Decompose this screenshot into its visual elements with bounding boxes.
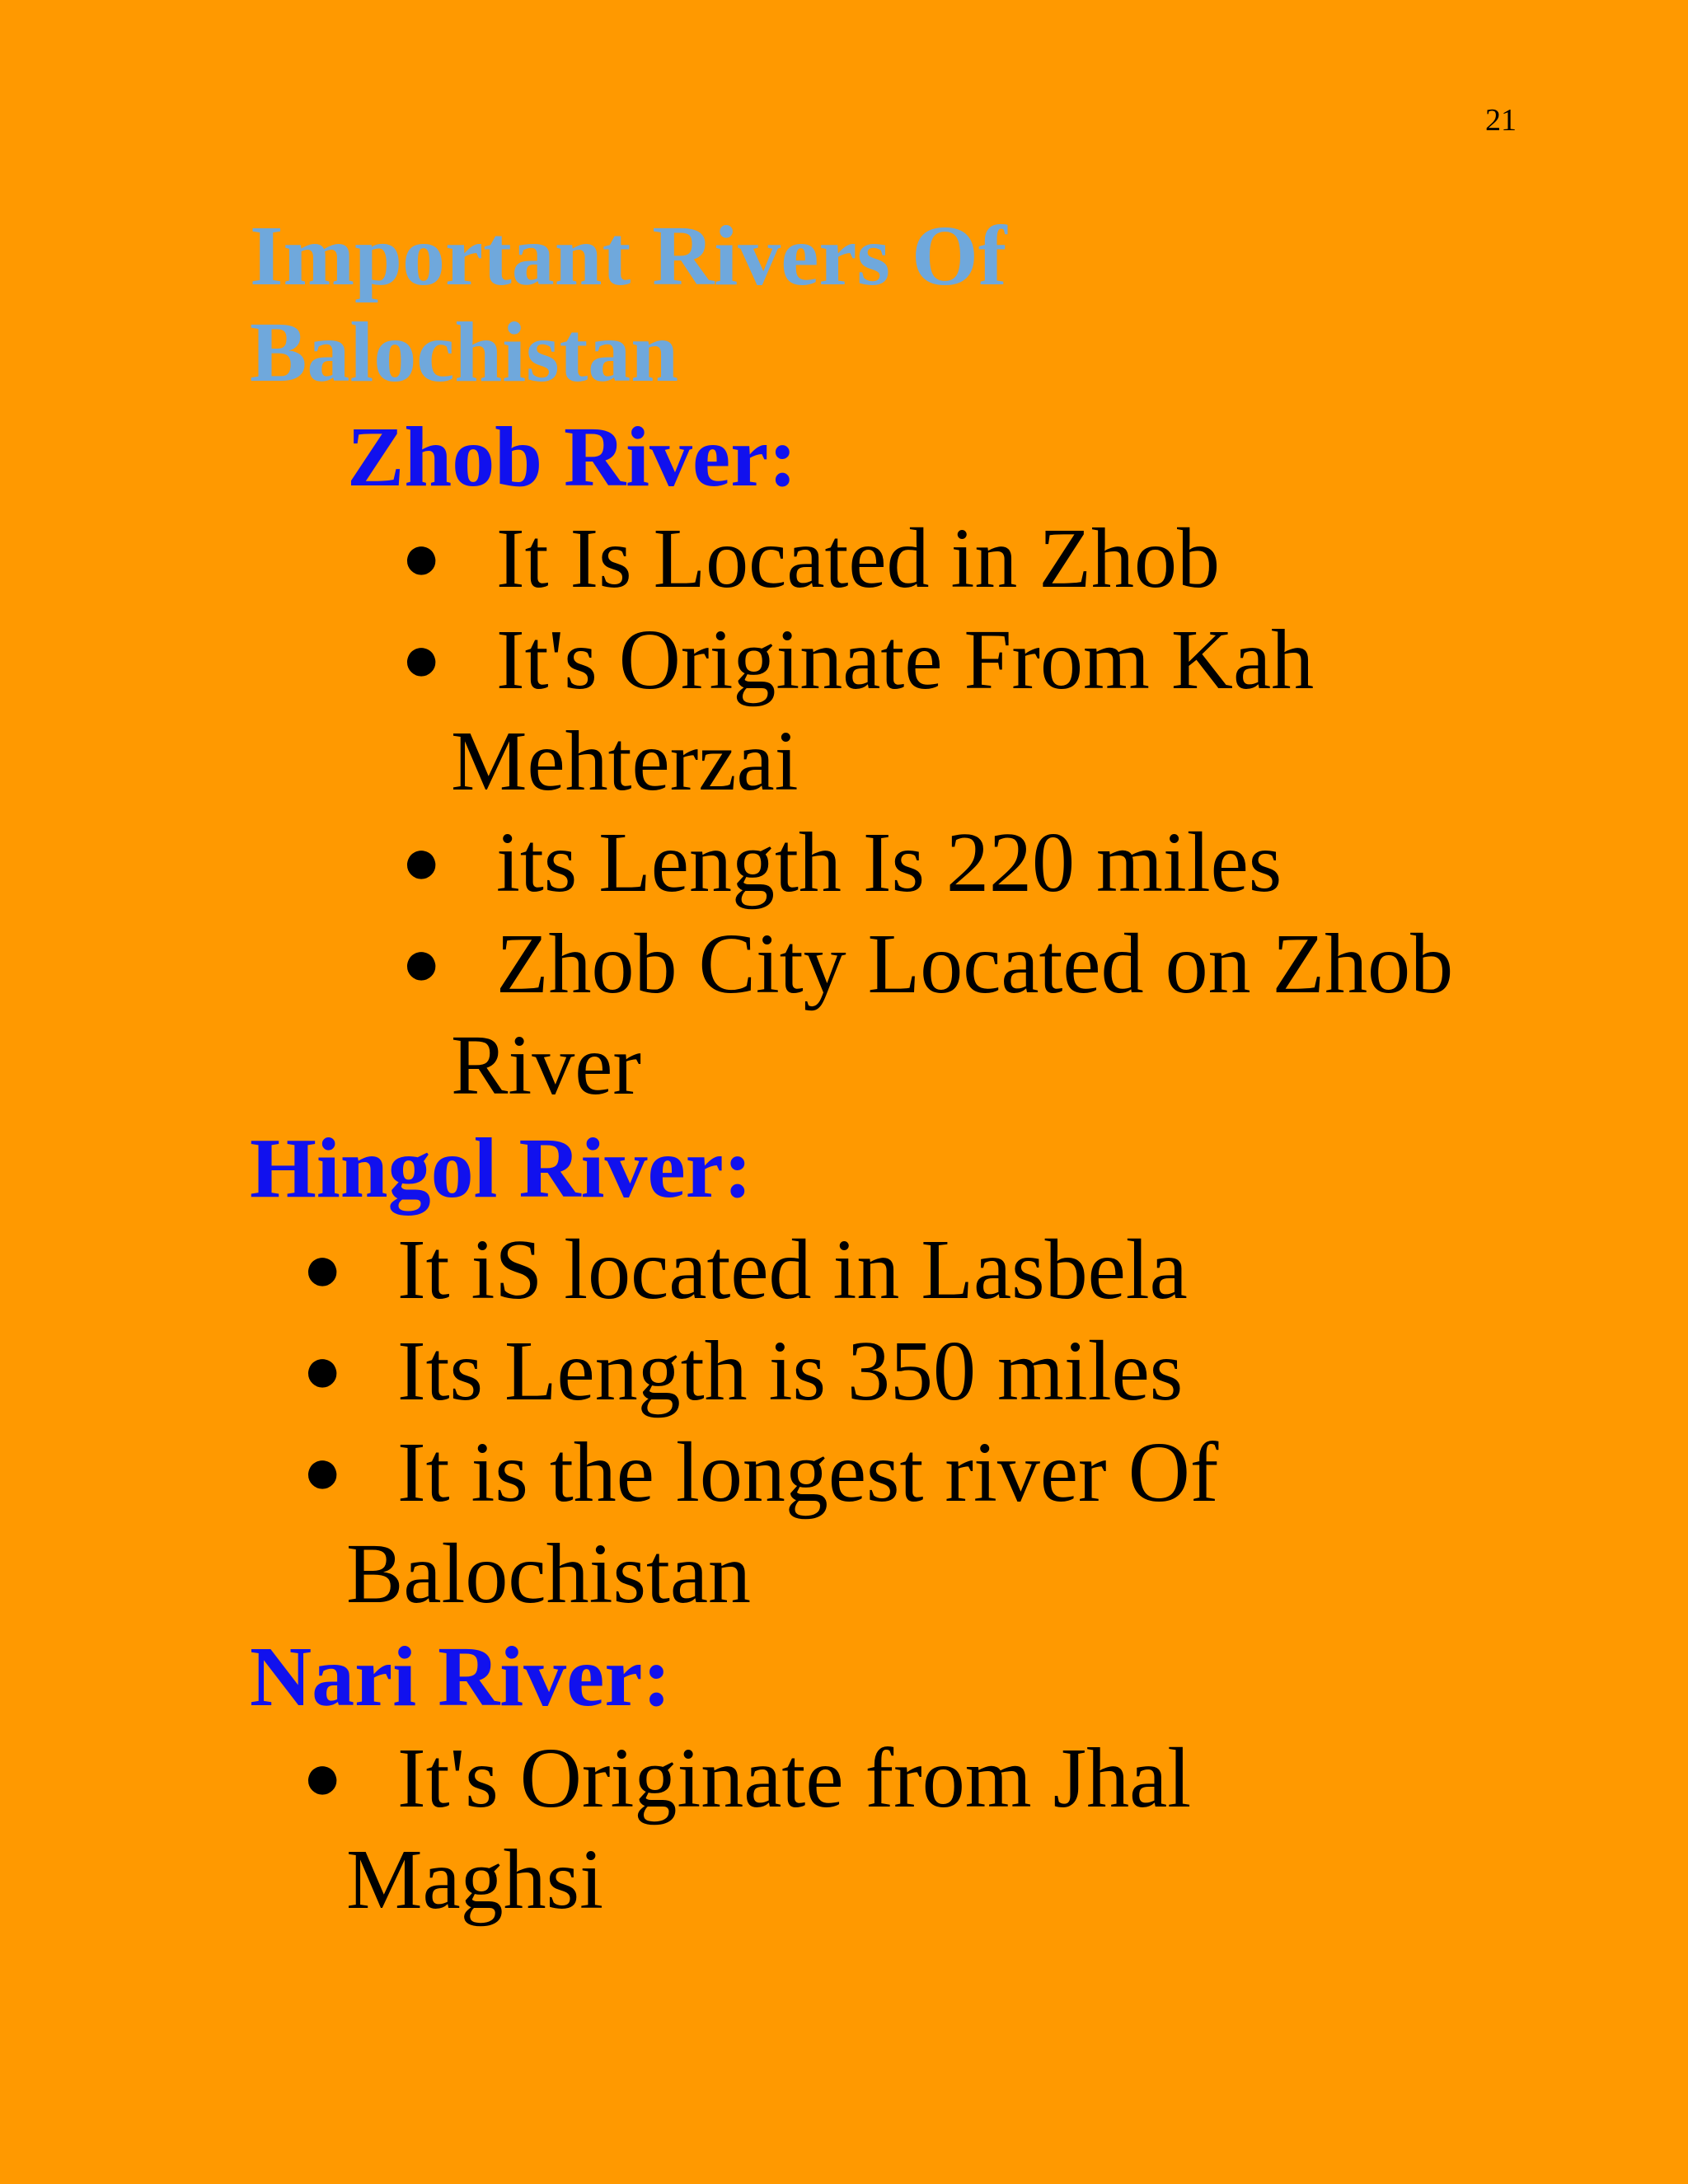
list-item	[302, 1727, 1539, 1930]
list-item-text: It's Originate from Jhal	[397, 1731, 1192, 1825]
bullet-icon: ●	[401, 522, 442, 594]
bullet-icon: ●	[302, 1233, 343, 1305]
page-title	[250, 208, 1486, 401]
zhob-river-list	[401, 508, 1638, 1116]
list-item-text-continuation: Maghsi	[346, 1832, 603, 1927]
bullet-icon: ●	[401, 927, 442, 1000]
list-item-text-continuation: River	[451, 1018, 642, 1113]
list-item	[401, 508, 1638, 609]
page-title-line-2: Balochistan	[250, 305, 679, 400]
list-item-text: It is the longest river Of	[397, 1425, 1219, 1520]
bullet-icon: ●	[401, 826, 442, 898]
section-heading-nari-river: Nari River:	[250, 1629, 672, 1724]
list-item-text: It's Originate From Kah	[496, 612, 1315, 707]
list-item-text: It Is Located in Zhob	[496, 511, 1220, 606]
bullet-icon: ●	[302, 1334, 343, 1407]
page-title-line-1: Important Rivers Of	[250, 209, 1007, 303]
list-item-text-continuation: Balochistan	[346, 1526, 752, 1621]
bullet-icon: ●	[302, 1436, 343, 1508]
section-heading-zhob-river: Zhob River:	[347, 410, 797, 504]
list-item-text: Its Length is 350 miles	[397, 1324, 1184, 1418]
list-item-text: It iS located in Lasbela	[397, 1222, 1188, 1317]
list-item-text: its Length Is 220 miles	[496, 815, 1282, 910]
list-item	[401, 812, 1638, 913]
page-number: 21	[1485, 103, 1517, 138]
list-item	[302, 1320, 1539, 1422]
bullet-icon: ●	[302, 1741, 343, 1814]
list-item	[401, 913, 1638, 1116]
section-heading-hingol-river: Hingol River:	[250, 1121, 753, 1216]
nari-river-list	[302, 1727, 1539, 1930]
list-item	[302, 1422, 1539, 1624]
list-item-text-continuation: Mehterzai	[451, 714, 799, 808]
list-item-text: Zhob City Located on Zhob	[496, 916, 1454, 1011]
list-item	[302, 1219, 1539, 1320]
list-item	[401, 609, 1638, 812]
hingol-river-list	[302, 1219, 1539, 1624]
bullet-icon: ●	[401, 623, 442, 696]
